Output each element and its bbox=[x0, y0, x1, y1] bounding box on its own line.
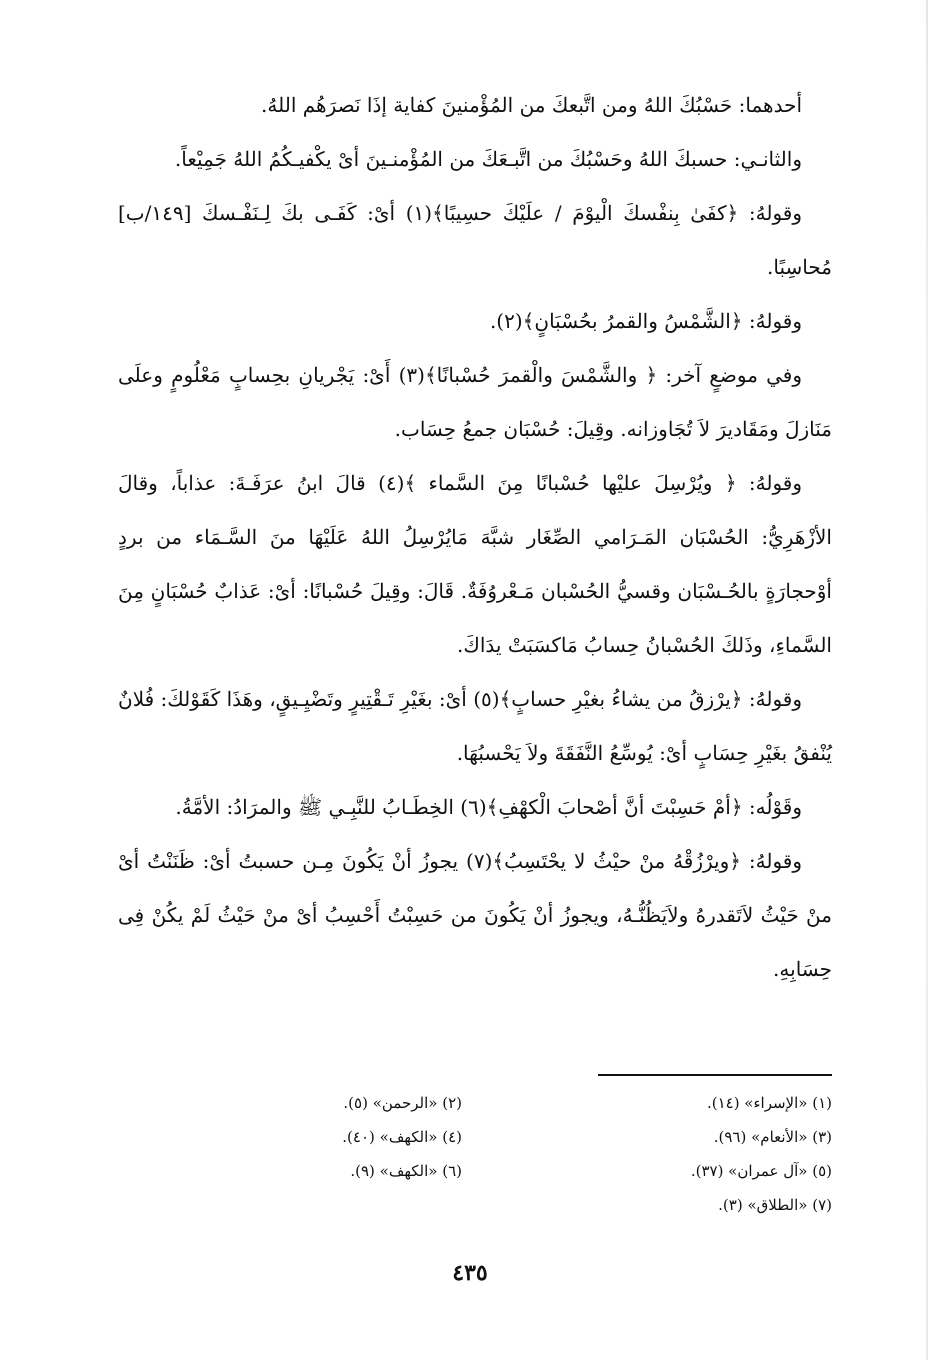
paragraph: وقولهُ: ﴿الشَّمْسُ والقمرُ بحُسْبَانٍ﴾(٢). bbox=[489, 309, 802, 333]
footnotes bbox=[132, 1086, 832, 1222]
paragraph: وقولهُ: ﴿ويرْزُقْهُ منْ حيْثُ لا يحْتَسِبُ﴾(٧) يجوزُ أنْ يَكُونَ مِـن حسبتُ أىْ: ظَنَنْتُ أىْ منْ حَيْثُ لاَتَقدرهُ ولاَيَظُنُّـهُ، ويجوزُ أنْ يَكُونَ من حَسِبْتُ أَحْسِبُ أىْ منْ حَيْثُ لَمْ يكُنْ فِى حِسَابِهِ. bbox=[118, 849, 832, 981]
footnote: (٦) «الكهف» (٩). bbox=[350, 1162, 462, 1180]
footnote: (٣) «الأنعام» (٩٦). bbox=[713, 1128, 832, 1146]
paragraph: وقولهُ: ﴿كفَىٰ بِنفْسكَ الْيوْمَ / علَيْكَ حسِيبًا﴾(١) أىْ: كَفَـى بكَ لِـنَفْـسكَ [١٤٩/ب] مُحاسِبًا. bbox=[118, 201, 832, 279]
footnote: (٤) «الكهف» (٤٠). bbox=[342, 1128, 462, 1146]
footnote: (٧) «الطلاق» (٣). bbox=[718, 1196, 832, 1214]
body-text bbox=[118, 78, 832, 996]
footnote: (١) «الإسراء» (١٤). bbox=[706, 1094, 832, 1112]
paragraph: وقَوْلُه: ﴿أمْ حَسِبْتَ أنَّ أصْحابَ الْكهْفِ﴾(٦) الخِطَـابُ للنَّبِـي ﷺ والمرَادُ: الأمَّةُ. bbox=[175, 795, 802, 819]
paragraph: وقولهُ: ﴿يرْزقُ من يشاءُ بغيْرِ حسابٍ﴾(٥) أىْ: بغَيْرِ تَـقْتِيرٍ وتَضْيِـيقٍ، وهَذَا كَقَوْلكَ: فُلانٌ يُنْفقُ بغَيْرِ حِسَابٍ أىْ: يُوسِّعُ النَّفَقَةَ ولاَ يَحْسبُهَا. bbox=[118, 687, 832, 765]
scan-edge bbox=[926, 0, 928, 1360]
paragraph: والثانـي: حسبكَ اللهُ وحَسْبُكَ من اتَّبـعَكَ من المُؤْمنـينَ أىْ يكْفيـكُمُ اللهُ جَمِيْعاً. bbox=[174, 147, 802, 171]
page-number: ٤٣٥ bbox=[452, 1260, 488, 1286]
paragraph: وقولهُ: ﴿ ويُرْسِلَ عليْها حُسْبانًا مِنَ السَّماء ﴾(٤) قالَ ابنُ عرَفَـةَ: عذاباً، وقالَ الأزْهَرِيُّ: الحُسْبَان المَـرَامي الصِّغَار شبَّهَ مَايُرْسِلُ اللهُ عَلَيْهَا منَ السَّـمَاء من بردٍ أوْحجارَةٍ بالحُـسْبَان وقسيُّ الحُسْبان مَـعْروُفَةٌ. قَالَ: وقِيلَ حُسْبانًا: أىْ: عَذابٌ حُسْبَانٍ مِنَ السَّماءِ، وذَلكَ الحُسْبانُ حِسابُ مَاكسَبَتْ يدَاكَ. bbox=[118, 471, 832, 657]
footnote: (٥) «آل عمران» (٣٧). bbox=[690, 1162, 832, 1180]
paragraph: أحدهما: حَسْبُكَ اللهُ ومن اتَّبعكَ من المُؤْمنينَ كفاية إذَا نَصرَهُم اللهُ. bbox=[261, 93, 802, 117]
footnote: (٢) «الرحمن» (٥). bbox=[343, 1094, 462, 1112]
footnote-divider bbox=[598, 1074, 832, 1076]
paragraph: وفي موضعٍ آخر: ﴿ والشَّمْسَ والْقمرَ حُسْبانًا﴾(٣) أَىْ: يَجْريانِ بحِسابٍ مَعْلُومٍ وعلَى مَنَازلَ ومَقَاديرَ لاَ تُجَاوزانه. وقِيلَ: حُسْبَان جمعُ حِسَاب. bbox=[118, 363, 832, 441]
